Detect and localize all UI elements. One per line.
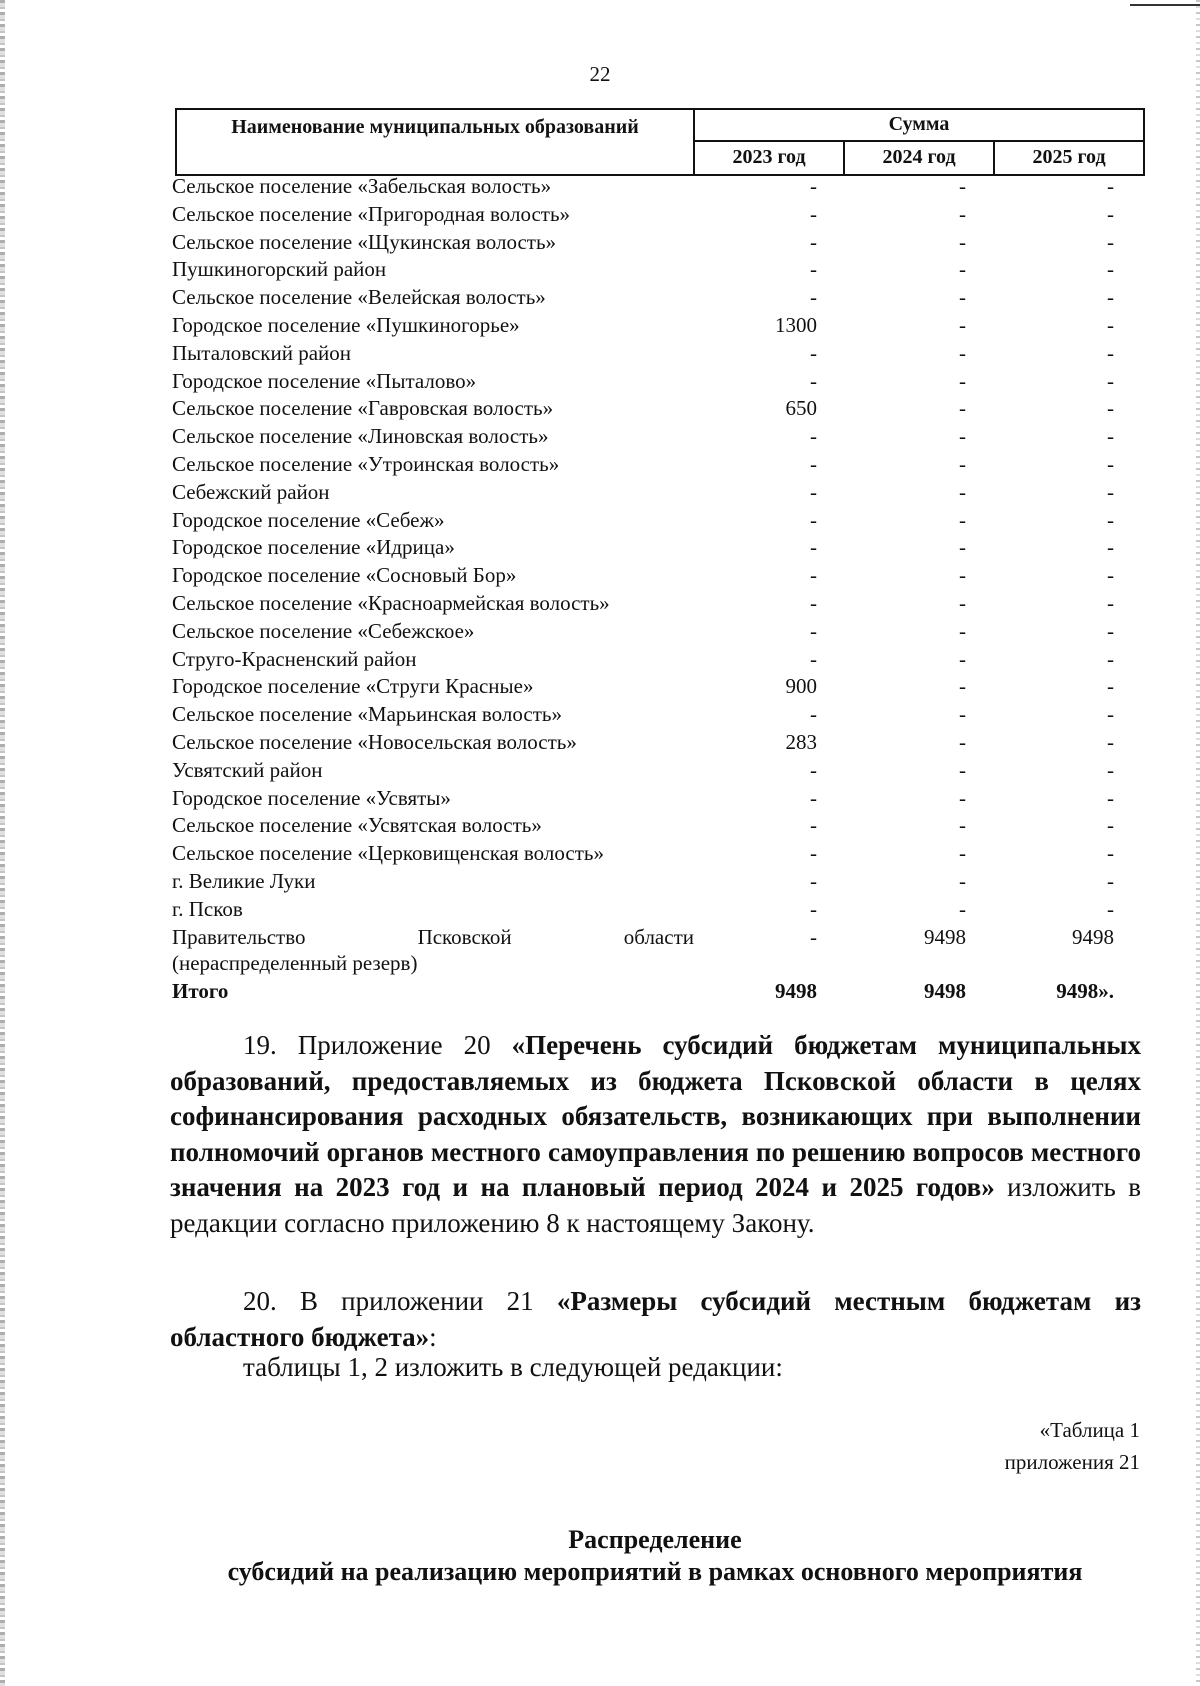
value-2024: -	[959, 618, 966, 643]
value-2025: -	[1107, 312, 1114, 337]
municipality-name: Струго-Красненский район	[172, 646, 417, 671]
table-header	[175, 108, 1145, 176]
value-2024: -	[959, 535, 966, 560]
municipality-name: Себежский район	[172, 479, 330, 504]
table-row	[172, 562, 1142, 590]
table-row	[172, 312, 1142, 340]
table-row	[172, 729, 1142, 757]
municipality-name: Сельское поселение «Новосельская волость»	[172, 729, 577, 754]
value-2025: -	[1107, 368, 1114, 393]
value-2025: -	[1107, 590, 1114, 615]
value-2024: -	[959, 340, 966, 365]
value-2025: -	[1107, 424, 1114, 449]
government-word-2: Псковской	[417, 924, 512, 949]
value-2025: -	[1107, 285, 1114, 310]
value-2023: -	[810, 702, 817, 727]
value-2024: -	[959, 229, 966, 254]
table-row	[172, 868, 1142, 896]
value-2025: -	[1107, 257, 1114, 282]
value-2025: -	[1107, 201, 1114, 226]
value-2024: -	[959, 757, 966, 782]
value-2024: -	[959, 174, 966, 198]
value-2023: 283	[785, 729, 817, 754]
value-2024: -	[959, 507, 966, 532]
value-2023: -	[810, 813, 817, 838]
municipality-name: Сельское поселение «Гавровская волость»	[172, 396, 554, 421]
value-2023: 650	[785, 396, 817, 421]
paragraph-19-start: 19. Приложение 20	[243, 1030, 512, 1060]
value-2024: -	[959, 646, 966, 671]
municipality-name: Городское поселение «Струги Красные»	[172, 674, 534, 699]
government-word-1: Правительство	[172, 924, 306, 949]
municipality-name: Сельское поселение «Себежское»	[172, 618, 475, 643]
value-2025: -	[1107, 396, 1114, 421]
value-2025: -	[1107, 479, 1114, 504]
value-2023: -	[810, 646, 817, 671]
value-2023: 900	[785, 674, 817, 699]
value-2024: -	[959, 424, 966, 449]
value-2024: -	[959, 729, 966, 754]
value-2024: -	[959, 702, 966, 727]
value-2025: -	[1107, 535, 1114, 560]
table-row	[172, 590, 1142, 618]
page-number: 22	[589, 62, 611, 86]
municipality-name: г. Великие Луки	[172, 868, 316, 893]
value-2023: -	[810, 563, 817, 588]
paragraph-19	[170, 1028, 1141, 1241]
value-2024: -	[959, 201, 966, 226]
value-2023: -	[810, 896, 817, 921]
scan-right-edge	[1196, 0, 1200, 1686]
government-name-line1	[172, 924, 694, 950]
value-2024: -	[959, 285, 966, 310]
value-2025: -	[1107, 896, 1114, 921]
government-name	[172, 924, 694, 976]
value-2023: -	[810, 868, 817, 893]
value-2025: -	[1107, 174, 1114, 198]
header-year-2023: 2023 год	[694, 141, 844, 175]
header-name-column: Наименование муниципальных образований	[176, 109, 694, 175]
municipality-name: Городское поселение «Пыталово»	[172, 368, 477, 393]
value-2023: -	[810, 590, 817, 615]
table-row	[172, 785, 1142, 813]
paragraph-20	[170, 1284, 1141, 1355]
municipality-name: Сельское поселение «Щукинская волость»	[172, 229, 557, 254]
table-row	[172, 395, 1142, 423]
value-2023: 1300	[775, 312, 817, 337]
value-2023: -	[810, 535, 817, 560]
table-row	[172, 673, 1142, 701]
section-title-line1: Распределение	[568, 1525, 742, 1554]
value-2023: -	[810, 479, 817, 504]
value-2023: -	[810, 424, 817, 449]
paragraph-20-end: :	[429, 1321, 437, 1352]
value-2025: -	[1107, 868, 1114, 893]
value-2025: -	[1107, 841, 1114, 866]
total-2023: 9498	[775, 978, 817, 1003]
table-row	[172, 701, 1142, 729]
table-row	[172, 479, 1142, 507]
table-row	[172, 368, 1142, 396]
header-sum: Сумма	[694, 109, 1144, 141]
paragraph-19-end: изложить в редакции согласно приложению 8 к настоящему Закону.	[170, 1172, 1141, 1238]
value-2023: -	[810, 618, 817, 643]
table-row	[172, 173, 1142, 201]
municipality-name: Сельское поселение «Марьинская волость»	[172, 702, 562, 727]
government-word-3: области	[623, 924, 694, 949]
value-2025: -	[1107, 340, 1114, 365]
table-row	[172, 229, 1142, 257]
value-2025: -	[1107, 229, 1114, 254]
table-row	[172, 507, 1142, 535]
value-2024: -	[959, 841, 966, 866]
value-2023: -	[810, 507, 817, 532]
value-2025: -	[1107, 507, 1114, 532]
table-row	[172, 534, 1142, 562]
table-row	[172, 451, 1142, 479]
total-label: Итого	[172, 978, 229, 1003]
table-note-line1: «Таблица 1	[1039, 1418, 1140, 1442]
municipality-name: Сельское поселение «Велейская волость»	[172, 285, 546, 310]
municipality-name: Сельское поселение «Церковищенская волость»	[172, 841, 604, 866]
table-row	[172, 757, 1142, 785]
value-2024: -	[959, 674, 966, 699]
municipality-name: Городское поселение «Пушкиногорье»	[172, 312, 520, 337]
table-row	[172, 256, 1142, 284]
municipality-name: Пыталовский район	[172, 340, 352, 365]
value-2023: -	[810, 451, 817, 476]
value-2024: -	[959, 368, 966, 393]
value-2025: -	[1107, 785, 1114, 810]
value-2025: -	[1107, 563, 1114, 588]
value-2025: -	[1107, 702, 1114, 727]
table-row	[172, 618, 1142, 646]
value-2024: -	[959, 312, 966, 337]
municipality-name: Сельское поселение «Пригородная волость»	[172, 201, 571, 226]
table-row	[172, 340, 1142, 368]
value-2025: -	[1107, 813, 1114, 838]
value-2023: -	[810, 174, 817, 198]
scan-corner-mark	[1130, 4, 1200, 6]
table-row-government	[172, 924, 1142, 976]
municipality-name: Городское поселение «Идрица»	[172, 535, 455, 560]
value-2023: -	[810, 229, 817, 254]
table-body	[172, 173, 1142, 1006]
table-row	[172, 812, 1142, 840]
value-2025: -	[1107, 674, 1114, 699]
header-year-2024: 2024 год	[844, 141, 994, 175]
value-2025: -	[1107, 757, 1114, 782]
table-row	[172, 423, 1142, 451]
municipality-name: Сельское поселение «Усвятская волость»	[172, 813, 542, 838]
value-2024: -	[959, 563, 966, 588]
paragraph-20-start: 20. В приложении 21	[243, 1286, 557, 1316]
scan-left-edge	[0, 0, 5, 1686]
total-2025: 9498».	[1056, 978, 1114, 1003]
value-2024: 9498	[924, 924, 966, 949]
value-2023: -	[810, 340, 817, 365]
table-note-line2: приложения 21	[1004, 1450, 1140, 1474]
value-2023: -	[810, 368, 817, 393]
value-2024: -	[959, 257, 966, 282]
header-year-2025: 2025 год	[994, 141, 1144, 175]
municipality-name: Сельское поселение «Забельская волость»	[172, 174, 552, 198]
value-2024: -	[959, 396, 966, 421]
section-title-line2: субсидий на реализацию мероприятий в рамках основного мероприятия	[227, 1557, 1083, 1586]
municipality-name: Сельское поселение «Линовская волость»	[172, 424, 549, 449]
municipality-name: г. Псков	[172, 896, 243, 921]
value-2024: -	[959, 785, 966, 810]
value-2023: -	[810, 785, 817, 810]
value-2024: -	[959, 479, 966, 504]
value-2024: -	[959, 896, 966, 921]
value-2025: -	[1107, 729, 1114, 754]
tables-instruction: таблицы 1, 2 изложить в следующей редакции:	[243, 1352, 783, 1382]
government-name-line2: (нераспределенный резерв)	[172, 950, 418, 975]
table-row	[172, 840, 1142, 868]
value-2023: -	[810, 757, 817, 782]
value-2023: -	[810, 285, 817, 310]
value-2024: -	[959, 813, 966, 838]
table-row	[172, 896, 1142, 924]
value-2023: -	[810, 201, 817, 226]
municipality-name: Пушкиногорский район	[172, 257, 387, 282]
value-2025: -	[1107, 618, 1114, 643]
paragraph-19-title: «Перечень субсидий бюджетам муниципальных образований, предоставляемых из бюджета Псковской области в целях софинансирования расходных обязательств, возникающих при выполнении полномочий органов местного самоуправления по решению вопросов местного значения на 2023 год и на плановый период 2024 и 2025 годов»	[170, 1030, 1141, 1202]
municipality-name: Городское поселение «Сосновый Бор»	[172, 563, 517, 588]
table-row	[172, 284, 1142, 312]
table-row	[172, 201, 1142, 229]
total-2024: 9498	[924, 978, 966, 1003]
value-2025: -	[1107, 451, 1114, 476]
municipality-name: Городское поселение «Себеж»	[172, 507, 445, 532]
table-row-total	[172, 976, 1142, 1006]
municipality-name: Усвятский район	[172, 757, 323, 782]
table-row	[172, 646, 1142, 674]
municipality-name: Сельское поселение «Красноармейская волость»	[172, 590, 610, 615]
value-2023: -	[810, 257, 817, 282]
paragraph-20-title: «Размеры субсидий местным бюджетам из областного бюджета»	[170, 1286, 1141, 1352]
value-2025: -	[1107, 646, 1114, 671]
value-2025: 9498	[1072, 924, 1114, 949]
value-2023: -	[810, 924, 817, 949]
municipality-name: Сельское поселение «Утроинская волость»	[172, 451, 560, 476]
value-2024: -	[959, 868, 966, 893]
value-2024: -	[959, 590, 966, 615]
value-2023: -	[810, 841, 817, 866]
value-2024: -	[959, 451, 966, 476]
municipality-name: Городское поселение «Усвяты»	[172, 785, 451, 810]
